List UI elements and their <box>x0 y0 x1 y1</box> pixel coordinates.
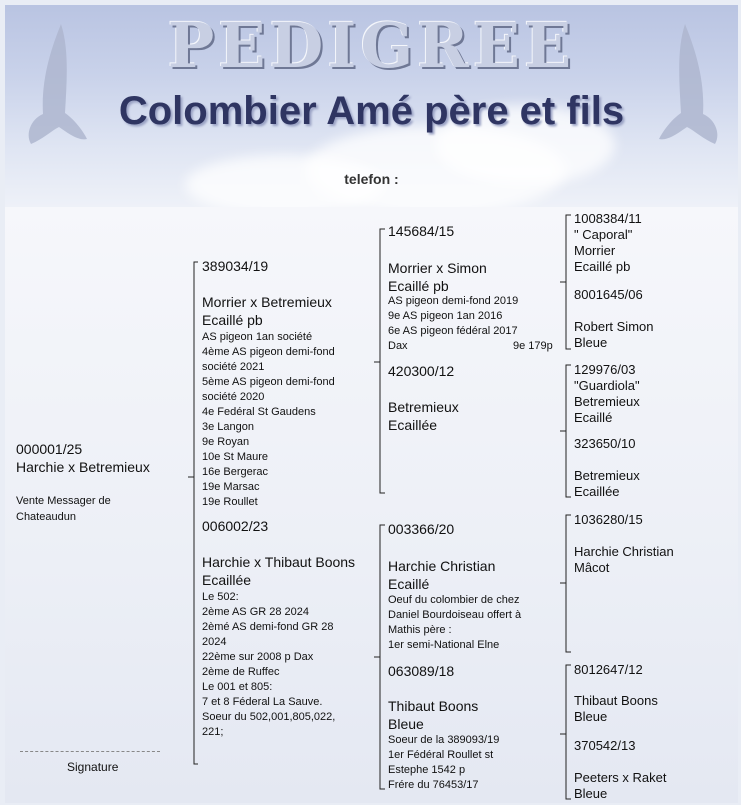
dd-result: Frére du 76453/17 <box>388 779 479 791</box>
ss-result-extra: 9e 179p <box>513 340 553 352</box>
dam-result: Le 502: <box>202 591 239 603</box>
gg-ring: 323650/10 <box>574 436 636 451</box>
dd-result: 1er Fédéral Roullet st <box>388 749 494 761</box>
pedigree-header <box>5 5 738 207</box>
sire-result: 4e Fedéral St Gaudens <box>202 406 316 418</box>
dam-result: 2ème AS GR 28 2024 <box>202 606 310 618</box>
gg-ring: 370542/13 <box>574 738 636 753</box>
signature-label: Signature <box>67 760 119 774</box>
dam-result: 7 et 8 Féderal La Sauve. <box>202 696 323 708</box>
gg-ring: 8012647/12 <box>574 662 643 677</box>
sire-result: 4ème AS pigeon demi-fond <box>202 346 335 358</box>
ds-color: Ecaillé <box>388 576 430 592</box>
phone-label: telefon : <box>344 171 399 187</box>
ss-ring: 145684/15 <box>388 223 455 239</box>
sire-result: 19e Marsac <box>202 481 260 493</box>
gg-line: Thibaut Boons <box>574 693 658 708</box>
ss-result: Dax <box>388 340 408 352</box>
dd-ring: 063089/18 <box>388 663 455 679</box>
ds-result: Oeuf du colombier de chez <box>388 594 520 606</box>
sire-ring: 389034/19 <box>202 258 269 274</box>
sire-result: société 2020 <box>202 391 265 403</box>
gg-line: Robert Simon <box>574 319 654 334</box>
dam-result: Soeur du 502,001,805,022, <box>202 711 336 723</box>
dam-result: Le 001 et 805: <box>202 681 273 693</box>
dam-ring: 006002/23 <box>202 518 269 534</box>
ds-result: Mathis père : <box>388 624 452 636</box>
subject-note: Chateaudun <box>16 511 76 523</box>
sire-result: 16e Bergerac <box>202 466 269 478</box>
subject-ring: 000001/25 <box>16 441 83 457</box>
ss-name: Morrier x Simon <box>388 260 487 276</box>
gg-line: Morrier <box>574 243 616 258</box>
ss-color: Ecaillé pb <box>388 278 449 294</box>
sd-name: Betremieux <box>388 399 459 415</box>
dd-color: Bleue <box>388 716 424 732</box>
gg-ring: 1008384/11 <box>574 211 642 226</box>
subject-note: Vente Messager de <box>16 495 111 507</box>
dam-result: 2024 <box>202 636 227 648</box>
sire-result: 5ème AS pigeon demi-fond <box>202 376 335 388</box>
sd-color: Ecaillée <box>388 417 438 433</box>
gg-line: Ecaillé <box>574 410 613 425</box>
signature-line <box>20 751 160 752</box>
sire-result: AS pigeon 1an société <box>202 331 313 343</box>
gg-line: Bleue <box>574 335 608 350</box>
dd-result: Soeur de la 389093/19 <box>388 734 500 746</box>
gg-ring: 8001645/06 <box>574 287 643 302</box>
gg-line: Mâcot <box>574 560 610 575</box>
gg-ring: 129976/03 <box>574 362 636 377</box>
gg-line: Harchie Christian <box>574 544 674 559</box>
brand-title: PEDIGREE <box>167 9 576 82</box>
dam-color: Ecaillée <box>202 572 252 588</box>
dam-result: 2ème de Ruffec <box>202 666 280 678</box>
ds-name: Harchie Christian <box>388 558 496 574</box>
gg-ring: 1036280/15 <box>574 512 643 527</box>
gg-line: Peeters x Raket <box>574 770 667 785</box>
gg-line: " Caporal" <box>574 227 633 242</box>
subject-parents: Harchie x Betremieux <box>16 459 150 475</box>
pedigree-tree <box>5 207 738 803</box>
gg-line: "Guardiola" <box>574 378 640 393</box>
gg-line: Ecaillé pb <box>574 259 631 274</box>
dam-result: 221; <box>202 726 224 738</box>
sire-result: 9e Royan <box>202 436 250 448</box>
dam-name: Harchie x Thibaut Boons <box>202 554 356 570</box>
sire-result: 19e Roullet <box>202 496 258 508</box>
sire-result: 3e Langon <box>202 421 254 433</box>
club-name: Colombier Amé père et fils <box>118 89 625 133</box>
ss-result: 9e AS pigeon 1an 2016 <box>388 310 503 322</box>
sire-result: société 2021 <box>202 361 265 373</box>
sire-color: Ecaillé pb <box>202 312 263 328</box>
ss-result: AS pigeon demi-fond 2019 <box>388 295 519 307</box>
dam-result: 22ème sur 2008 p Dax <box>202 651 314 663</box>
dd-name: Thibaut Boons <box>388 698 479 714</box>
gg-line: Bleue <box>574 709 608 724</box>
ds-result: Daniel Bourdoiseau offert à <box>388 609 522 621</box>
gg-line: Ecaillée <box>574 484 620 499</box>
ds-ring: 003366/20 <box>388 521 455 537</box>
gg-line: Betremieux <box>574 394 640 409</box>
gg-line: Bleue <box>574 786 608 801</box>
ds-result: 1er semi-National Elne <box>388 639 500 651</box>
dd-result: Estephe 1542 p <box>388 764 466 776</box>
dam-result: 2èmé AS demi-fond GR 28 <box>202 621 334 633</box>
sd-ring: 420300/12 <box>388 363 455 379</box>
gg-line: Betremieux <box>574 468 640 483</box>
sire-result: 10e St Maure <box>202 451 269 463</box>
sire-name: Morrier x Betremieux <box>202 294 332 310</box>
ss-result: 6e AS pigeon fédéral 2017 <box>388 325 518 337</box>
